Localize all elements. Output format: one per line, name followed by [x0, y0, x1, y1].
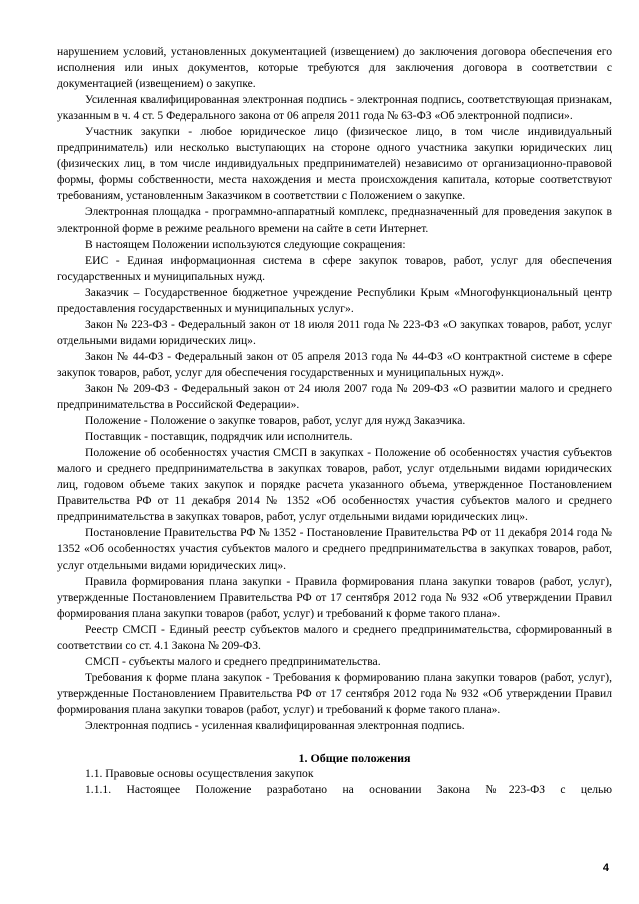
paragraph-abbreviations-intro: В настоящем Положении используются следующие сокращения:	[85, 237, 406, 251]
paragraph-decree-1352: Постановление Правительства РФ № 1352 - Постановление Правительства РФ от 11 декабря 2014 года № 1352 «Об особенностях участия субъектов малого и среднего предпринимательства в закупках товаров, работ, услуг отдельными видами юридических лиц».	[57, 526, 612, 572]
paragraph-participant-definition: Участник закупки - любое юридическое лицо (физическое лицо, в том числе индивидуальный предприниматель) или несколько выступающих на стороне одного участника закупки юридических лиц (физических лиц, в том числе индивидуальных предпринимателей) независимо от организационно-правовой формы, формы собственности, места нахождения и места происхождения капитала, которые соответствуют требованиям, установленным Заказчиком в соответствии с Положением о закупке.	[57, 125, 612, 203]
paragraph-plan-requirements: Требования к форме плана закупок - Требования к формированию плана закупки товаров (работ, услуг), утвержденные Постановлением Правительства РФ от 17 сентября 2012 года № 932 «Об утверждении Правил формирования плана закупки товаров (работ, услуг) и требований к форме такого плана».	[57, 670, 612, 716]
paragraph-eis: ЕИС - Единая информационная система в сфере закупок товаров, работ, услуг для обеспечения государственных и муниципальных нужд.	[57, 253, 612, 283]
paragraph-law-223: Закон № 223-ФЗ - Федеральный закон от 18 июля 2011 года № 223-ФЗ «О закупках товаров, работ, услуг отдельными видами юридических лиц».	[57, 317, 612, 347]
section-heading: 1. Общие положения	[298, 751, 411, 766]
subsection-title: 1.1. Правовые основы осуществления закупок	[85, 767, 314, 781]
paragraph-law-209: Закон № 209-ФЗ - Федеральный закон от 24 июля 2007 года № 209-ФЗ «О развитии малого и среднего предпринимательства в Российской Федерации».	[57, 381, 612, 412]
paragraph-plan-rules: Правила формирования плана закупки - Правила формирования плана закупки товаров (работ, услуг), утвержденные Постановлением Правительства РФ от 17 сентября 2012 года № 932 «Об утверждении Правил формирования плана закупки товаров (работ, услуг) и требований к форме такого плана».	[57, 574, 612, 620]
paragraph-law-44: Закон № 44-ФЗ - Федеральный закон от 05 апреля 2013 года № 44-ФЗ «О контрактной системе в сфере закупок товаров, работ, услуг для обеспечения государственных и муниципальных нужд».	[57, 349, 612, 379]
paragraph-e-signature: Электронная подпись - усиленная квалифицированная электронная подпись.	[85, 718, 465, 732]
paragraph-regulation: Положение - Положение о закупке товаров, работ, услуг для нужд Заказчика.	[85, 414, 466, 428]
paragraph-1-1-1: 1.1.1. Настоящее Положение разработано на основании Закона №223-ФЗ с целью	[85, 783, 612, 797]
paragraph-customer: Заказчик – Государственное бюджетное учреждение Республики Крым «Многофункциональный центр предоставления государственных и муниципальных услуг».	[57, 285, 612, 315]
paragraph-smsp-registry: Реестр СМСП - Единый реестр субъектов малого и среднего предпринимательства, сформированный в соответствии со ст. 4.1 Закона № 209-ФЗ.	[57, 622, 612, 652]
paragraph-supplier: Поставщик - поставщик, подрядчик или исполнитель.	[85, 430, 353, 444]
page-content	[57, 44, 612, 798]
paragraph-smsp-regulation: Положение об особенностях участия СМСП в закупках - Положение об особенностях участия субъектов малого и среднего предпринимательства в закупках товаров, работ, услуг отдельными видами юридических лиц, годовом объеме таких закупок и порядке расчета указанного объема, утвержденное Постановлением Правительства РФ от 11 декабря 2014 № 1352 «Об особенностях участия субъектов малого и среднего предпринимательства в закупках товаров, работ, услуг отдельными видами юридических лиц».	[57, 446, 612, 524]
paragraph-continuation: нарушением условий, установленных документацией (извещением) до заключения договора обеспечения его исполнения или иных документов, которые требуются для заключения договора в соответствии с документацией (извещением) о закупке.	[57, 45, 612, 91]
paragraph-signature-definition: Усиленная квалифицированная электронная подпись - электронная подпись, соответствующая признакам, указанным в ч. 4 ст. 5 Федерального закона от 06 апреля 2011 года № 63-ФЗ «Об электронной подписи».	[57, 93, 612, 123]
paragraph-platform-definition: Электронная площадка - программно-аппаратный комплекс, предназначенный для проведения закупок в электронной форме в режиме реального времени на сайте в сети Интернет.	[57, 205, 612, 235]
page-number: 4	[602, 862, 609, 874]
paragraph-smsp: СМСП - субъекты малого и среднего предпринимательства.	[85, 654, 381, 668]
